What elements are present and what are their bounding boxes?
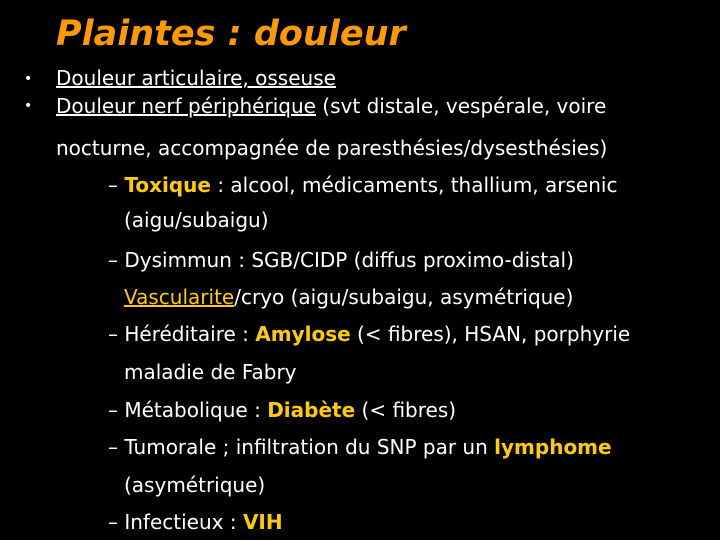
sub-item-continuation: (asymétrique) [124, 473, 266, 497]
sub-item-prefix: – Infectieux : [108, 510, 243, 534]
bullet-item-articular [56, 66, 336, 90]
sub-item-dysimmun [108, 248, 574, 272]
sub-item-prefix: – Métabolique : [108, 398, 268, 422]
highlight-term: Amylose [255, 322, 351, 346]
sub-item-hereditaire [108, 322, 630, 346]
bullet-text: Douleur articulaire, osseuse [56, 66, 336, 90]
sub-item-continuation: maladie de Fabry [124, 360, 297, 384]
sub-item-toxique [108, 173, 617, 197]
sub-item-prefix: – Héréditaire : [108, 322, 256, 346]
highlight-term: VIH [242, 510, 283, 534]
slide-title: Plaintes : douleur [56, 14, 406, 54]
highlight-term: Vascularite [124, 285, 235, 309]
sub-item-prefix: – [108, 173, 125, 197]
sub-item-text: : alcool, médicaments, thallium, arsenic [210, 173, 618, 197]
bullet-text-underlined: Douleur nerf périphérique [56, 94, 316, 118]
sub-item-tumorale [108, 435, 612, 459]
sub-item-continuation [124, 285, 573, 309]
sub-item-infectieux [108, 510, 283, 534]
bullet-text: (svt distale, vespérale, voire [315, 94, 607, 118]
sub-item-text: – Dysimmun : SGB/CIDP (diffus proximo-distal) [108, 248, 574, 272]
sub-item-text: (< fibres), HSAN, porphyrie [350, 322, 631, 346]
highlight-term: Diabète [267, 398, 356, 422]
bullet-item-peripheral-nerve [56, 94, 606, 118]
sub-item-text: (< fibres) [355, 398, 457, 422]
highlight-term: lymphome [494, 435, 612, 459]
bullet-icon: • [24, 71, 33, 87]
sub-item-metabolique [108, 398, 456, 422]
sub-item-text: /cryo (aigu/subaigu, asymétrique) [234, 285, 574, 309]
sub-item-continuation: (aigu/subaigu) [124, 208, 269, 232]
highlight-term: Toxique [124, 173, 211, 197]
sub-item-prefix: – Tumorale ; infiltration du SNP par un [108, 435, 495, 459]
bullet-icon: • [24, 98, 33, 114]
bullet-continuation: nocturne, accompagnée de paresthésies/dysesthésies) [56, 136, 608, 160]
